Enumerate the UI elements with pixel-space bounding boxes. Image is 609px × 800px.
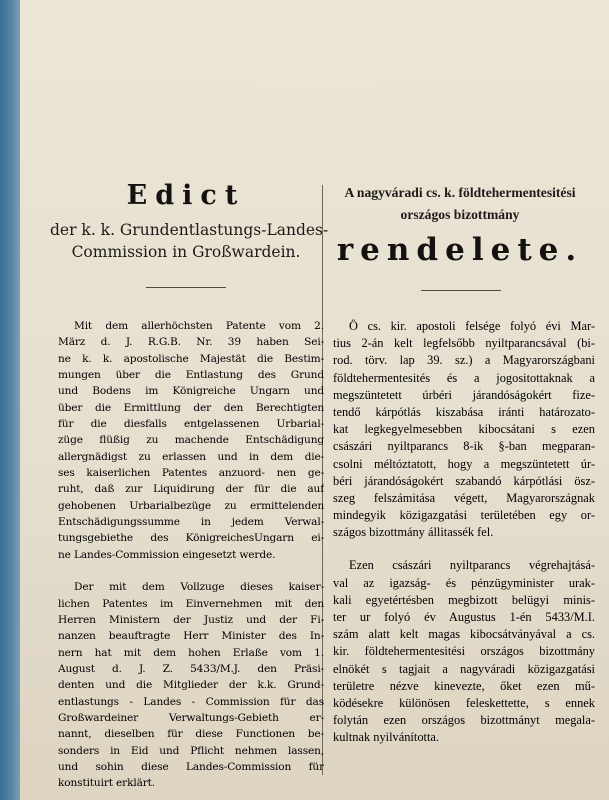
hungarian-text-line: tendő kárpótlás kiszabása iránti határozato- [333, 404, 595, 419]
hungarian-text-line: Ezen császári nyiltparancs végrehajtásá- [349, 558, 595, 573]
german-title: Edict [126, 180, 246, 211]
german-text-line: und Bodens im Königreiche Ungarn und [58, 385, 324, 398]
german-text-line: ruht, daß zur Liquidirung der für die auf [58, 483, 324, 496]
german-text-line: züge flüßig zu machende Entschädigung [58, 434, 324, 447]
hungarian-text-line: megszüntetett úrbéri járandóságokért fize- [333, 387, 595, 402]
hungarian-paragraph-gap [333, 541, 595, 557]
hungarian-text-line: Ö cs. kir. apostoli felsége folyó évi Mar- [349, 319, 595, 333]
german-text-line: konstituirt erklärt. [58, 777, 156, 790]
german-text-line: Großwardeiner Verwaltungs-Gebieth er- [58, 711, 324, 724]
hungarian-header [326, 182, 594, 268]
german-text-line: Der mit dem Vollzuge dieses kaiser- [74, 581, 324, 594]
hungarian-text-line: területre nézve kinevezte, őket ezen mű- [333, 678, 595, 693]
german-text-line: Mit dem allerhöchsten Patente vom 2. [74, 320, 324, 332]
german-text-line: mungen über die Entlastung des Grund [58, 369, 324, 382]
hungarian-heading-line: országos bizottmány [400, 207, 520, 222]
hungarian-text-line: tius 2-án kelt legfelsőbb nyiltparancsával (bi- [333, 336, 595, 351]
german-subtitle-line: der k. k. Grundentlastungs-Landes- [50, 221, 329, 239]
german-text-line: sonders in Eid und Pflicht nehmen lassen, [58, 744, 324, 757]
hungarian-text-line: béri járandóságokért szabandó kárpótlási ösz- [333, 473, 595, 488]
german-text-line: allergnädigst zu erlassen und in dem die- [58, 450, 324, 463]
hungarian-text-line: szágos bizottmány állitassék fel. [333, 525, 494, 540]
hungarian-text-line: földtehermentesités és a jogositottaknak a [333, 370, 595, 385]
hungarian-title: rendelete. [336, 232, 584, 268]
hungarian-text-line: val az igazság- és pénzügyminister urak- [333, 575, 595, 590]
german-text-line: für die diesfalls entgelassenen Urbarial- [58, 418, 324, 431]
hungarian-paragraph [333, 318, 595, 541]
german-text-line: ne k. k. apostolische Majestät die Bestim- [58, 352, 324, 365]
hungarian-text-line: ter ur folyó év Augustus 1-én 5433/M.I. [333, 610, 595, 624]
hungarian-text-line: kultnak nyilvánította. [333, 730, 439, 745]
hungarian-paragraph [333, 557, 595, 746]
hungarian-text-line: rod. törv. lap 39. sz.) a Magyarországbani [333, 353, 595, 368]
hungarian-heading-line: A nagyváradi cs. k. földtehermentesitési [344, 185, 576, 200]
hungarian-text-line: elnökét s tagjait a nagyváradi közigazgatási [333, 661, 595, 676]
german-text-line: lichen Patentes im Einvernehmen mit den [58, 597, 324, 610]
german-header [50, 180, 329, 263]
hungarian-body [333, 318, 595, 747]
hungarian-text-line: mindegyik közigazgatási területében egy or- [333, 508, 595, 523]
german-text-line: entlastungs - Landes - Commission für das [58, 695, 324, 708]
german-text-line: über die Ermittlung der den Berechtigten [58, 401, 324, 414]
german-subtitle-line: Commission in Großwardein. [71, 243, 301, 261]
hungarian-text-line: kat legkegyelmesebben kibocsátani s ezen [333, 422, 595, 437]
german-text-line: und sohin diese Landes-Commission für [58, 760, 324, 773]
german-text-line: ses kaiserlichen Patentes anzuord- nen ge- [58, 467, 324, 480]
hungarian-text-line: folytán ezen országos bizottmányt megala- [333, 713, 595, 728]
hungarian-text-line: szeg felszámitása végett, Magyarországnak [333, 490, 595, 505]
hungarian-text-line: ködésekre különösen feleskettette, s ennek [333, 695, 595, 710]
german-text-line: Herren Ministern der Justiz und der Fi- [58, 613, 324, 626]
hungarian-header-rule [421, 290, 501, 291]
german-text-line: März d. J. R.G.B. Nr. 39 haben Sei- [58, 336, 324, 349]
hungarian-text-line: szám alatt kelt magas kibocsátványával a cs. [333, 627, 595, 642]
german-text-line: nanzen beauftragte Herr Minister des In- [58, 630, 324, 643]
german-text-line: ne Landes-Commission eingesetzt werde. [58, 548, 276, 561]
german-text-line: nannt, dieselben für diese Functionen be- [58, 728, 324, 741]
hungarian-text-line: császári nyiltparancs 8-ik §-ban megparan- [333, 439, 595, 454]
german-text-line: denten und die Mitglieder der k.k. Grund- [58, 679, 324, 692]
german-text-line: nern hat mit dem hohen Erlaße vom 1. [58, 646, 324, 659]
german-text-line: gehobenen Urbarialbezüge zu ermittelenden [58, 499, 324, 512]
german-body [58, 318, 324, 792]
german-paragraph-gap [58, 563, 324, 579]
hungarian-text-line: kir. földtehermentesitési országos bizottmány [333, 644, 595, 659]
german-text-line: tungsgebiethe des KönigreichesUngarn ei- [58, 532, 324, 545]
hungarian-text-line: kali egyetértésben megbizott belügyi minis- [333, 592, 595, 607]
german-paragraph [58, 579, 324, 791]
binding-spine [0, 0, 20, 800]
german-header-rule [146, 287, 226, 288]
german-text-line: Entschädigungssumme in jedem Verwal- [58, 516, 324, 529]
german-text-line: August d. J. Z. 5433/M.J. den Präsi- [58, 662, 324, 675]
german-paragraph [58, 318, 324, 563]
hungarian-text-line: csolni méltóztatott, hogy a megszüntetett úr- [333, 456, 595, 471]
